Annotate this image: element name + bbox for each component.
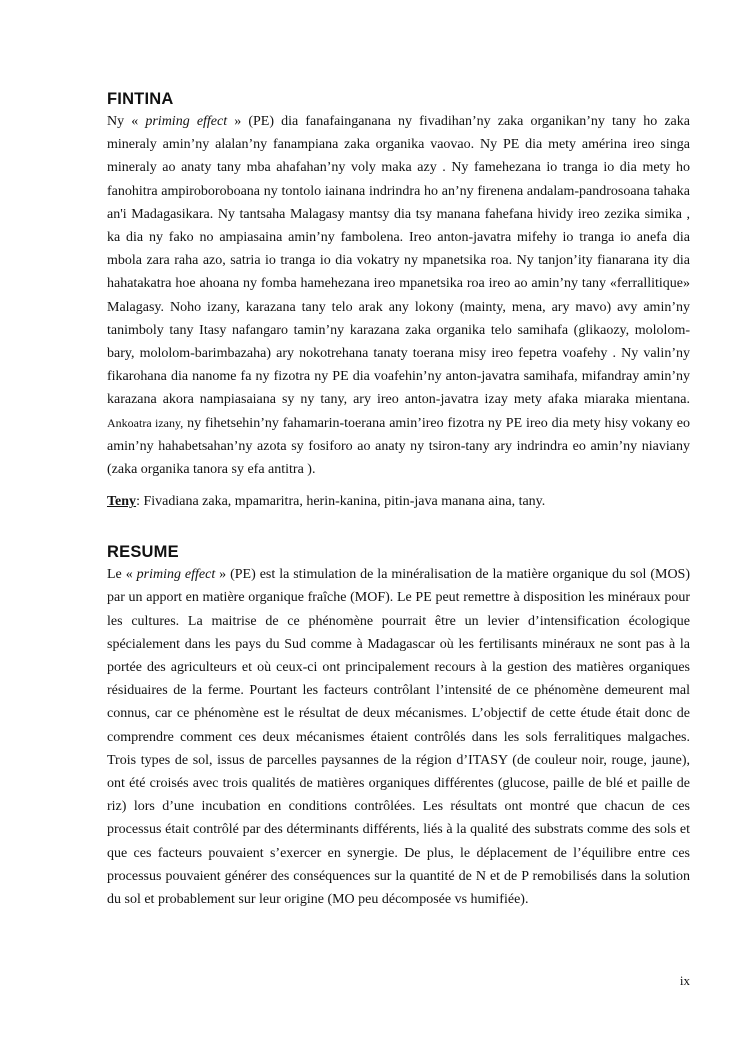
page-number: ix: [679, 973, 690, 988]
fintina-section: [107, 88, 690, 513]
fintina-end: ny fihetsehin’ny fahamarin-toerana amin’ireo fizotra ny PE ireo dia mety hisy vokany eo amin’ny hahabetsahan’ny azota sy fosiforo ao anaty ny tsiron-tany ary indrindra eo amin’ny niaviany (zaka organika tanora sy efa antitra ).: [107, 415, 690, 478]
resume-term: priming effect: [136, 567, 216, 583]
fintina-paragraph: [107, 110, 690, 481]
resume-main: » (PE) est la stimulation de la minéralisation de la matière organique du sol (MOS) par un apport en matière organique fraîche (MOF). Le PE peut remettre à disposition les minéraux pour les cultures. La maitrise de ce phénomène pourrait être un levier d’intensification écologique spécialement dans les pays du Sud comme à Madagascar où les fertilisants minéraux ne sont pas à la portée des agriculteurs et où ceux-ci ont principalement recours à la gestion des matières organiques résiduaires de la ferme. Pourtant les facteurs contrôlant l’intensité de ce phénomène demeurent mal connus, car ce phénomène est le résultat de deux mécanismes. L’objectif de cette étude était donc de comprendre comment ces deux mécanismes étaient contrôlés dans les sols ferralitiques malgaches. Trois types de sol, issus de parcelles paysannes de la région d’ITASY (de couleur noir, rouge, jaune), ont été croisés avec trois qualités de matières organiques différentes (glucose, paille de blé et paille de riz) lors d’une incubation en conditions contrôlées. Les résultats ont montré que chacun de ces processus était contrôlé par des déterminants différents, liés à la qualité des substrats comme des sols et que ces facteurs pouvaient s’exercer en synergie. De plus, le déplacement de l’équilibre entre ces processus pouvaient générer des conséquences sur la quantité de N et de P remobilisés dans la solution du sol et probablement sur leur origine (MO peu décomposée vs humifiée).: [107, 567, 691, 908]
resume-open: Le «: [107, 567, 137, 583]
resume-section: [107, 541, 690, 911]
fintina-keywords: [107, 491, 690, 513]
fintina-term: priming effect: [145, 114, 228, 129]
page-content: [107, 88, 690, 911]
fintina-title: FINTINA: [107, 90, 174, 108]
resume-title: RESUME: [107, 543, 179, 562]
keywords-label: Teny: [107, 494, 137, 510]
fintina-main: » (PE) dia fanafainganana ny fivadihan’ny zaka organikan’ny tany ho zaka mineraly amin’ny alalan’ny fanampiana zaka organika vaovao. Ny PE dia mety amérina ireo singa mineraly ao anaty tany mba ahafahan’ny voly maka azy . Ny famehezana io tranga io dia mety ho fanohitra ampiroboroboana ny tontolo iainana indrindra ho an’ny firenena andalam-pandrosoana tahaka an'i Madagasikara. Ny tantsaha Malagasy mantsy dia tsy manana fahefana hividy ireo zezika simika , ka dia ny fako no ampiasaina amin’ny fambolena. Ireo anton-javatra mifehy io tranga io anefa dia mbola zara raha azo, satria io tranga io dia vokatry ny mpanetsika roa. Ny tanjon’ity fianarana ity dia hahatakatra hoe ahoana ny fomba hamehezana ireo mpanetsika roa ireo ao amin’ny tany «ferrallitique» Malagasy. Noho izany, karazana tany telo arak any lokony (mainty, mena, ary mavo) avy amin’ny tanimboly tany Itasy nafangaro tamin’ny karazana zaka organika telo samihafa (glikaozy, mololom-bary, mololom-barimbazaha) ary nokotrehana tanaty toerana misy ireo fepetra voafehy . Ny valin’ny fikarohana dia nanome fa ny fizotra ny PE dia voafehin’ny anton-javatra samihafa, mifandray amin’ny karazana akora nampiasaiana sy ny tany, ary ireo anton-javatra izay mety afaka miaraka mientana.: [107, 114, 690, 408]
keywords-text: : Fivadiana zaka, mpamaritra, herin-kanina, pitin-java manana aina, tany.: [136, 494, 546, 510]
fintina-small: Ankoatra izany,: [107, 415, 184, 430]
resume-paragraph: [107, 563, 690, 911]
fintina-open: Ny «: [107, 114, 146, 129]
